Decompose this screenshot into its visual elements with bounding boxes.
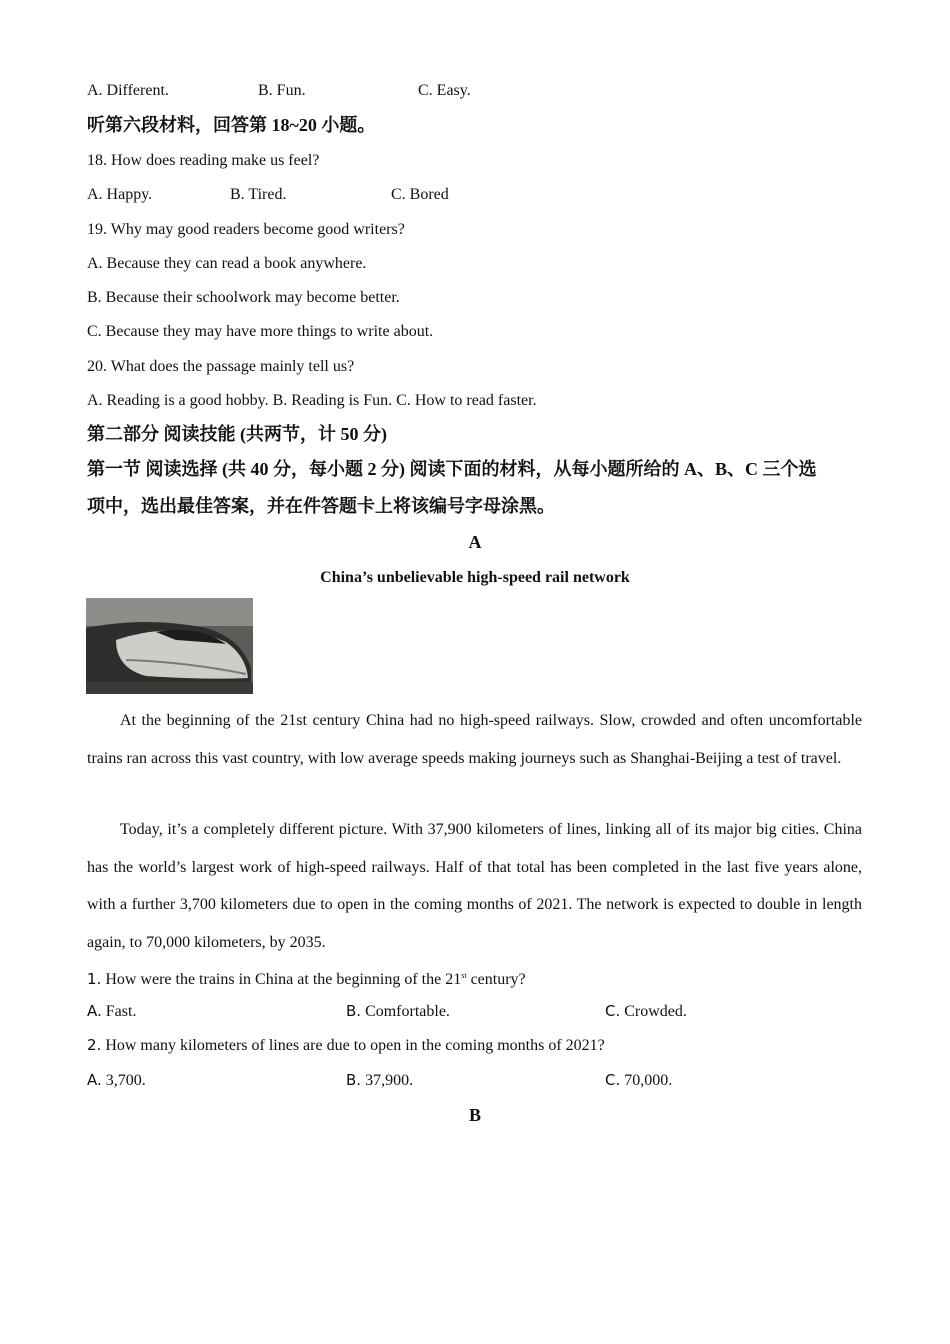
passage-b-label: B bbox=[468, 1105, 481, 1125]
qa2-option-c-text: 70,000. bbox=[624, 1072, 673, 1089]
train-photo bbox=[86, 598, 253, 694]
section6-heading: 听第六段材料，回答第 18~20 小题。 bbox=[87, 115, 376, 135]
q20-options: A. Reading is a good hobby. B. Reading is Fun. C. How to read faster. bbox=[87, 392, 537, 409]
train-illustration bbox=[86, 598, 253, 694]
qa2-option-b-text: 37,900. bbox=[365, 1072, 414, 1089]
qa1-text: How were the trains in China at the beginning of the 21 bbox=[105, 971, 462, 988]
qa1-option-a-letter: A. bbox=[87, 1002, 102, 1020]
passage-a-title: China’s unbelievable high-speed rail network bbox=[320, 569, 630, 586]
q18-option-a: A. Happy. bbox=[87, 186, 153, 203]
q18-question: 18. How does reading make us feel? bbox=[87, 152, 320, 169]
qa2-option-a-letter: A. bbox=[87, 1071, 102, 1089]
qa2-question bbox=[87, 1035, 605, 1056]
qa2-number: 2. bbox=[87, 1036, 102, 1054]
qa1-option-b-letter: B. bbox=[346, 1002, 362, 1020]
section1-heading-line1: 第一节 阅读选择 (共 40 分，每小题 2 分) 阅读下面的材料，从每小题所给的 A、B、C 三个选 bbox=[87, 459, 817, 479]
q17-option-a: A. Different. bbox=[87, 82, 169, 99]
q18-option-b: B. Tired. bbox=[230, 186, 287, 203]
q19-option-a: A. Because they can read a book anywhere. bbox=[87, 255, 367, 272]
qa1-option-b bbox=[346, 1001, 450, 1022]
q19-question: 19. Why may good readers become good writers? bbox=[87, 221, 405, 238]
qa1-option-a-text: Fast. bbox=[105, 1003, 137, 1020]
qa2-option-c-letter: C. bbox=[605, 1071, 621, 1089]
passage-a-label: A bbox=[468, 532, 482, 552]
qa2-option-b bbox=[346, 1070, 413, 1091]
qa1-option-b-text: Comfortable. bbox=[365, 1003, 450, 1020]
qa2-text: How many kilometers of lines are due to open in the coming months of 2021? bbox=[105, 1037, 605, 1054]
q19-option-b: B. Because their schoolwork may become better. bbox=[87, 289, 400, 306]
q17-option-c: C. Easy. bbox=[418, 82, 471, 99]
q18-option-c: C. Bored bbox=[391, 186, 449, 203]
qa1-question bbox=[87, 966, 526, 990]
qa2-option-c bbox=[605, 1070, 672, 1091]
q17-option-b: B. Fun. bbox=[258, 82, 306, 99]
qa1-option-c-text: Crowded. bbox=[624, 1003, 687, 1020]
passage-a-paragraph-1: At the beginning of the 21st century China had no high-speed railways. Slow, crowded and often uncomfortable trains ran across this vast country, with low average speeds making journeys such as Shanghai-Beijing a test of travel. bbox=[87, 712, 862, 767]
qa1-option-a bbox=[87, 1001, 136, 1022]
part2-heading: 第二部分 阅读技能 (共两节，计 50 分) bbox=[87, 424, 387, 444]
qa1-sup: st bbox=[461, 971, 467, 980]
q19-option-c: C. Because they may have more things to write about. bbox=[87, 323, 434, 340]
qa1-number: 1. bbox=[87, 970, 102, 988]
qa2-option-a bbox=[87, 1070, 146, 1091]
passage-a-paragraph-2: Today, it’s a completely different picture. With 37,900 kilometers of lines, linking all of its major big cities. China has the world’s largest work of high-speed railways. Half of that total has been completed in the last five years alone, with a further 3,700 kilometers due to open in the coming months of 2021. The network is expected to double in length again, to 70,000 kilometers, by 2035. bbox=[87, 821, 862, 951]
qa1-option-c-letter: C. bbox=[605, 1002, 621, 1020]
section1-heading-line2: 项中，选出最佳答案，并在件答题卡上将该编号字母涂黑。 bbox=[87, 496, 555, 516]
qa1-text-after: century? bbox=[466, 971, 526, 988]
qa2-option-a-text: 3,700. bbox=[105, 1072, 146, 1089]
q20-question: 20. What does the passage mainly tell us? bbox=[87, 358, 355, 375]
qa1-option-c bbox=[605, 1001, 687, 1022]
qa2-option-b-letter: B. bbox=[346, 1071, 362, 1089]
